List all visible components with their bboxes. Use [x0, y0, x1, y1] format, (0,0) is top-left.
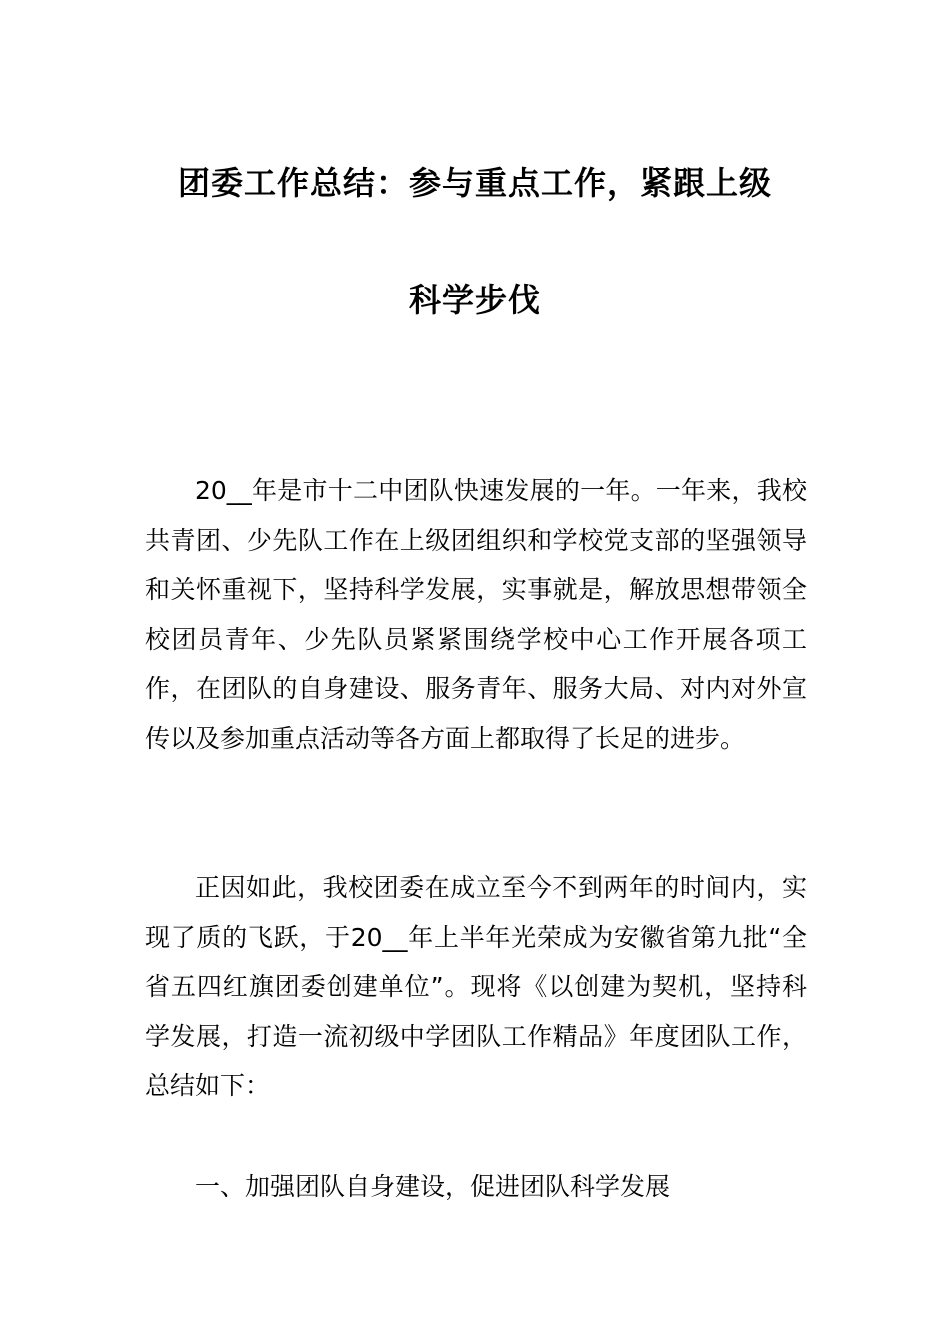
document-title-line-2: 科学步伐	[408, 281, 541, 319]
section-heading: 一、加强团队自身建设，促进团队科学发展	[195, 1172, 671, 1201]
body-paragraph-2: 正因如此，我校团委在成立至今不到两年的时间内，实现了质的飞跃，于20__年上半年光荣成为安徽省第九批“全省五四红旗团委创建单位”。现将《以创建为契机，坚持科学发展，打造一流初级中学团队工作精品》年度团队工作，总结如下：	[145, 873, 807, 1100]
document-title-line-1: 团委工作总结：参与重点工作，紧跟上级	[177, 164, 772, 202]
body-paragraph-1: 20__年是市十二中团队快速发展的一年。一年来，我校共青团、少先队工作在上级团组织和学校党支部的坚强领导和关怀重视下，坚持科学发展，实事就是，解放思想带领全校团员青年、少先队员紧紧围绕学校中心工作开展各项工作，在团队的自身建设、服务青年、服务大局、对内对外宣传以及参加重点活动等各方面上都取得了长足的进步。	[145, 476, 807, 753]
